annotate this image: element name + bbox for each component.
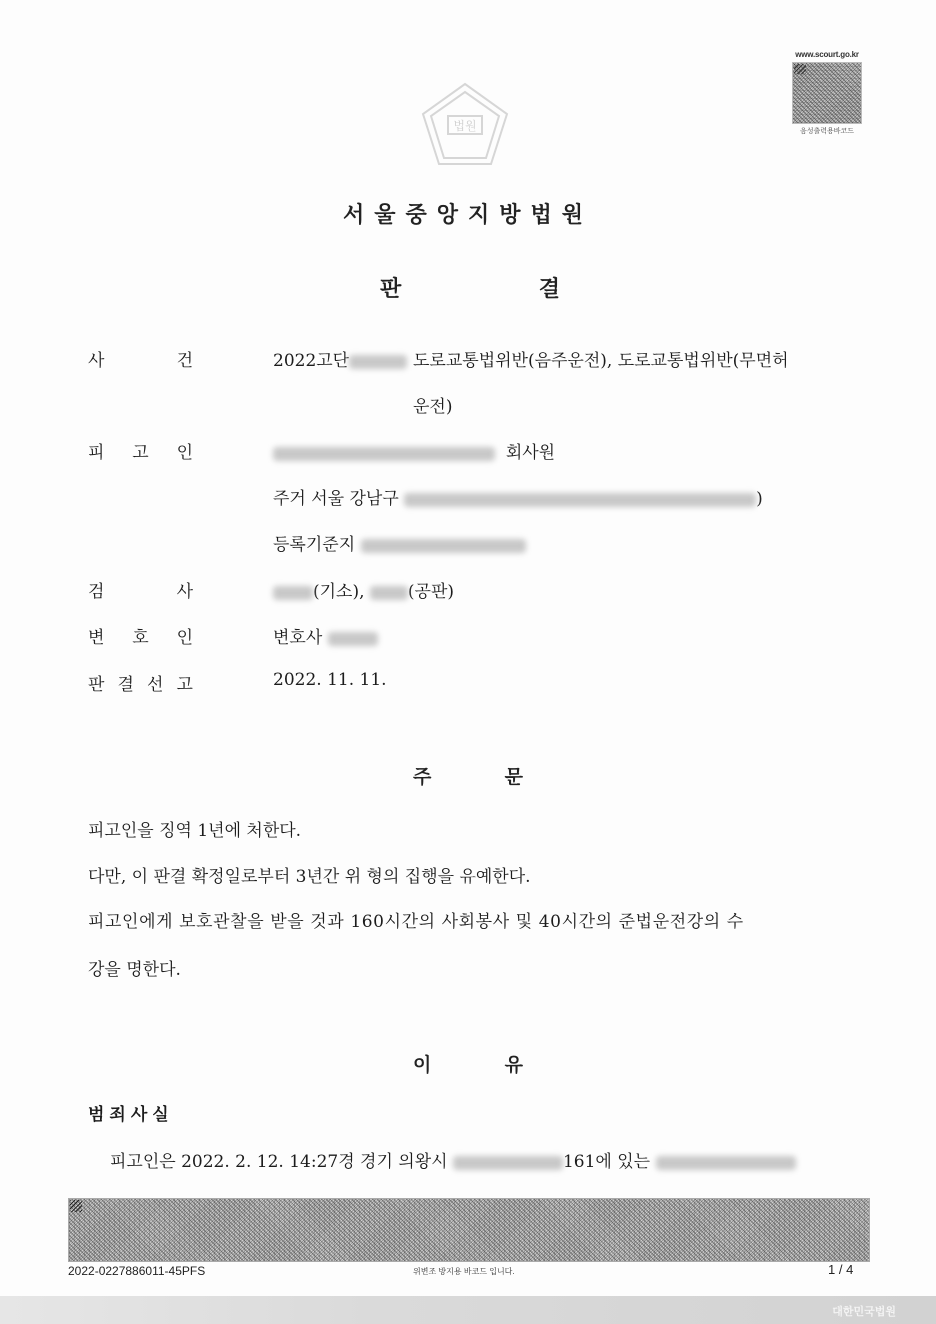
redacted-address [404, 493, 756, 507]
court-url: www.scourt.go.kr [795, 50, 859, 59]
sentencing-date-label: 판 결 선 고 [88, 675, 193, 695]
order-paragraph: 다만, 이 판결 확정일로부터 3년간 위 형의 집행을 유예한다. [88, 867, 531, 887]
barcode-caption: 음성출력용바코드 [799, 128, 855, 135]
crime-facts-paragraph: 피고인은 2022. 2. 12. 14:27경 경기 의왕시 161에 있는 [110, 1147, 796, 1172]
anti-forgery-barcode [68, 1198, 870, 1262]
case-name: 도로교통법위반(음주운전), 도로교통법위반(무면허 [413, 351, 789, 371]
defendant-label: 피 고 인 [88, 443, 193, 463]
bottom-band [0, 1296, 936, 1324]
order-heading: 주 문 [413, 766, 523, 788]
defense-counsel-name: 변호사 [273, 623, 378, 648]
order-paragraph: 피고인을 징역 1년에 처한다. [88, 821, 302, 841]
qr-code-icon [792, 62, 862, 124]
svg-text:법원: 법원 [453, 119, 477, 133]
defendant-address: 주거 서울 강남구 ) [273, 489, 763, 509]
order-paragraph: 강을 명한다. [88, 960, 181, 980]
page-number: 1 / 4 [828, 1262, 854, 1277]
document-title: 판 결 [380, 277, 560, 302]
anti-forgery-note: 위변조 방지용 바코드 입니다. [413, 1267, 515, 1276]
document-id: 2022-0227886011-45PFS [68, 1264, 206, 1278]
court-seal-icon [415, 78, 515, 170]
redacted-number [349, 355, 407, 369]
prosecutor-label: 검 사 [88, 582, 193, 602]
case-name-cont: 운전) [413, 397, 453, 417]
redacted-registry [361, 539, 526, 553]
court-of-korea-label: 대한민국법원 [832, 1305, 896, 1318]
crime-facts-heading: 범죄사실 [88, 1105, 174, 1125]
sentencing-date: 2022. 11. 11. [273, 670, 387, 690]
case-label: 사 건 [88, 351, 193, 371]
court-name: 서울중앙지방법원 [342, 203, 594, 228]
order-paragraph: 피고인에게 보호관찰을 받을 것과 160시간의 사회봉사 및 40시간의 준법운전강의 수 [88, 912, 744, 932]
redacted-name-id [273, 447, 495, 461]
defendant-registry: 등록기준지 [273, 530, 526, 555]
defense-counsel-label: 변 호 인 [88, 628, 193, 648]
reason-heading: 이 유 [413, 1054, 523, 1076]
defendant-name: 회사원 [273, 438, 555, 463]
voice-output-barcode [788, 50, 866, 136]
case-number: 2022고단 [273, 346, 407, 371]
prosecutor-names: (기소), (공판) [273, 577, 454, 602]
